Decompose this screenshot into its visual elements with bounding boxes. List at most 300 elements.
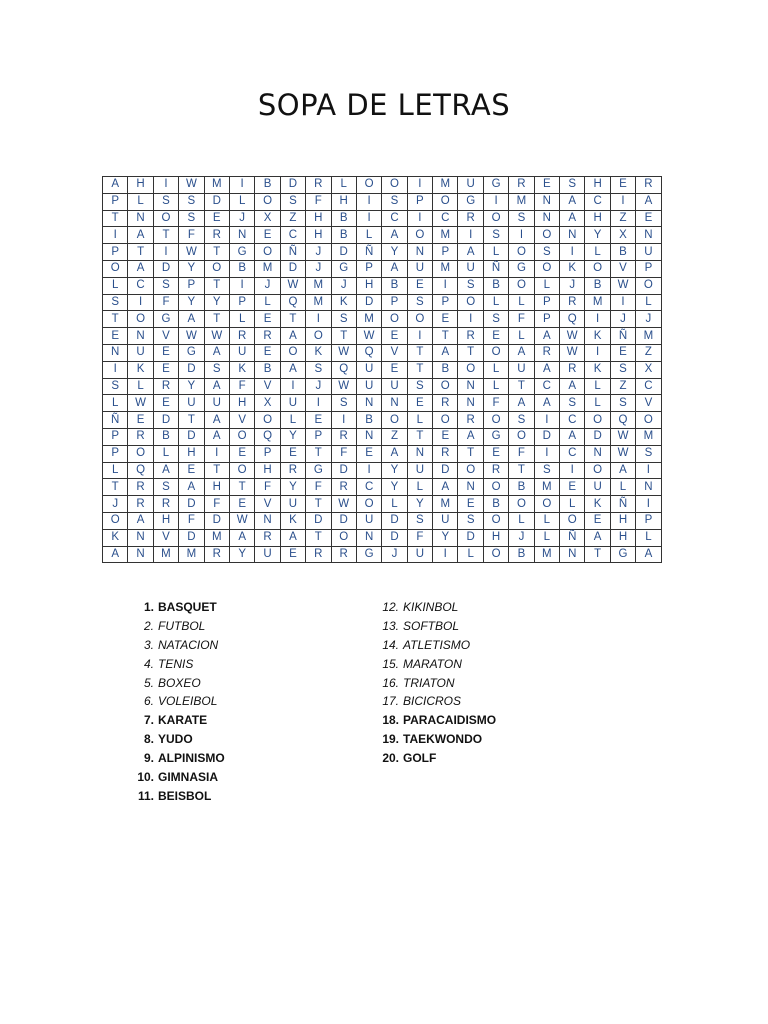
- grid-row: [103, 462, 662, 479]
- grid-cell: J: [103, 496, 128, 513]
- grid-cell: O: [509, 277, 534, 294]
- grid-cell: O: [229, 428, 254, 445]
- grid-cell: W: [560, 344, 585, 361]
- grid-cell: L: [585, 244, 610, 261]
- grid-row: [103, 428, 662, 445]
- grid-cell: U: [407, 462, 432, 479]
- grid-cell: K: [280, 512, 305, 529]
- grid-row: [103, 210, 662, 227]
- grid-cell: N: [534, 193, 559, 210]
- grid-cell: D: [153, 412, 178, 429]
- grid-row: [103, 311, 662, 328]
- word-text: BOXEO: [158, 675, 201, 690]
- grid-cell: S: [534, 244, 559, 261]
- grid-cell: P: [229, 294, 254, 311]
- word-text: GOLF: [403, 751, 437, 766]
- grid-cell: S: [179, 193, 204, 210]
- grid-cell: R: [153, 378, 178, 395]
- grid-cell: I: [458, 311, 483, 328]
- grid-cell: H: [585, 177, 610, 194]
- grid-cell: H: [331, 193, 356, 210]
- grid-cell: O: [534, 260, 559, 277]
- grid-cell: U: [407, 546, 432, 563]
- grid-cell: O: [433, 193, 458, 210]
- grid-cell: S: [610, 361, 635, 378]
- grid-cell: O: [255, 244, 280, 261]
- grid-cell: L: [534, 512, 559, 529]
- grid-cell: U: [407, 260, 432, 277]
- grid-row: [103, 378, 662, 395]
- grid-row: [103, 496, 662, 513]
- word-number: 16.: [382, 675, 399, 690]
- grid-cell: U: [204, 395, 229, 412]
- grid-cell: T: [229, 479, 254, 496]
- grid-cell: O: [255, 193, 280, 210]
- grid-row: [103, 512, 662, 529]
- grid-cell: E: [610, 177, 635, 194]
- grid-cell: F: [331, 445, 356, 462]
- grid-cell: D: [331, 512, 356, 529]
- grid-cell: Y: [179, 294, 204, 311]
- grid-cell: R: [560, 361, 585, 378]
- grid-cell: Z: [610, 378, 635, 395]
- grid-cell: S: [103, 378, 128, 395]
- word-number: 14.: [382, 637, 399, 652]
- grid-cell: A: [382, 227, 407, 244]
- grid-cell: R: [560, 294, 585, 311]
- grid-cell: B: [382, 277, 407, 294]
- grid-cell: A: [560, 193, 585, 210]
- grid-cell: H: [356, 277, 381, 294]
- grid-cell: Ñ: [610, 328, 635, 345]
- grid-cell: O: [483, 512, 508, 529]
- word-number: 3.: [143, 637, 154, 652]
- grid-cell: J: [636, 311, 661, 328]
- grid-cell: B: [153, 428, 178, 445]
- grid-cell: Z: [636, 344, 661, 361]
- grid-cell: R: [128, 479, 153, 496]
- grid-cell: I: [153, 244, 178, 261]
- grid-cell: L: [280, 412, 305, 429]
- grid-cell: N: [356, 529, 381, 546]
- grid-cell: W: [331, 344, 356, 361]
- grid-cell: O: [229, 462, 254, 479]
- grid-row: [103, 227, 662, 244]
- grid-row: [103, 546, 662, 563]
- grid-cell: D: [179, 361, 204, 378]
- grid-cell: Y: [179, 378, 204, 395]
- grid-cell: D: [534, 428, 559, 445]
- grid-cell: L: [534, 529, 559, 546]
- grid-cell: K: [128, 361, 153, 378]
- grid-cell: L: [356, 227, 381, 244]
- grid-cell: A: [433, 479, 458, 496]
- grid-cell: U: [458, 260, 483, 277]
- word-number: 15.: [382, 656, 399, 671]
- grid-cell: N: [229, 227, 254, 244]
- grid-cell: Q: [356, 344, 381, 361]
- grid-cell: E: [610, 344, 635, 361]
- grid-cell: U: [280, 496, 305, 513]
- grid-cell: A: [509, 395, 534, 412]
- grid-cell: T: [280, 311, 305, 328]
- grid-cell: B: [433, 361, 458, 378]
- word-number: 12.: [382, 600, 399, 614]
- grid-cell: P: [382, 294, 407, 311]
- word-list-item: [375, 711, 496, 730]
- grid-cell: D: [179, 428, 204, 445]
- grid-cell: O: [483, 210, 508, 227]
- grid-cell: L: [585, 378, 610, 395]
- grid-cell: C: [356, 479, 381, 496]
- grid-cell: O: [483, 344, 508, 361]
- grid-cell: E: [255, 344, 280, 361]
- grid-cell: F: [407, 529, 432, 546]
- grid-cell: L: [255, 294, 280, 311]
- grid-cell: G: [483, 428, 508, 445]
- grid-cell: R: [534, 344, 559, 361]
- grid-cell: P: [356, 260, 381, 277]
- grid-cell: I: [458, 227, 483, 244]
- word-list-item: [130, 749, 225, 768]
- grid-cell: Q: [331, 361, 356, 378]
- grid-cell: X: [255, 395, 280, 412]
- grid-cell: A: [534, 361, 559, 378]
- grid-cell: U: [128, 344, 153, 361]
- grid-cell: F: [179, 227, 204, 244]
- grid-cell: C: [636, 378, 661, 395]
- grid-cell: D: [382, 512, 407, 529]
- grid-cell: E: [204, 210, 229, 227]
- grid-cell: D: [433, 462, 458, 479]
- word-list-item: [130, 636, 225, 655]
- grid-cell: N: [636, 479, 661, 496]
- grid-row: [103, 244, 662, 261]
- grid-cell: H: [610, 512, 635, 529]
- grid-cell: T: [103, 311, 128, 328]
- grid-cell: Z: [280, 210, 305, 227]
- word-search-grid: [102, 176, 662, 563]
- grid-cell: A: [204, 344, 229, 361]
- grid-cell: S: [407, 294, 432, 311]
- grid-cell: L: [153, 445, 178, 462]
- word-list-right: [375, 598, 496, 768]
- grid-cell: J: [306, 260, 331, 277]
- grid-cell: O: [483, 546, 508, 563]
- grid-cell: R: [153, 496, 178, 513]
- grid-cell: Ñ: [483, 260, 508, 277]
- grid-cell: I: [103, 361, 128, 378]
- grid-cell: E: [483, 445, 508, 462]
- grid-cell: O: [103, 512, 128, 529]
- word-text: GIMNASIA: [158, 770, 218, 785]
- grid-cell: T: [179, 412, 204, 429]
- word-number: 11.: [137, 788, 154, 803]
- grid-cell: M: [433, 227, 458, 244]
- grid-cell: K: [560, 260, 585, 277]
- grid-cell: A: [229, 529, 254, 546]
- grid-cell: L: [636, 529, 661, 546]
- grid-cell: S: [458, 512, 483, 529]
- word-text: TAEKWONDO: [403, 732, 483, 747]
- grid-cell: K: [331, 294, 356, 311]
- grid-cell: O: [636, 412, 661, 429]
- grid-cell: N: [458, 378, 483, 395]
- grid-cell: E: [407, 277, 432, 294]
- grid-cell: L: [534, 277, 559, 294]
- grid-cell: V: [153, 529, 178, 546]
- grid-cell: I: [153, 177, 178, 194]
- grid-cell: J: [306, 378, 331, 395]
- grid-cell: O: [433, 378, 458, 395]
- grid-cell: B: [229, 260, 254, 277]
- grid-cell: E: [407, 395, 432, 412]
- grid-cell: O: [509, 244, 534, 261]
- grid-cell: U: [179, 395, 204, 412]
- grid-cell: S: [407, 378, 432, 395]
- grid-cell: F: [255, 479, 280, 496]
- grid-cell: G: [179, 344, 204, 361]
- grid-cell: S: [636, 445, 661, 462]
- word-number: 20.: [382, 751, 399, 766]
- grid-cell: Y: [280, 428, 305, 445]
- grid-cell: A: [128, 512, 153, 529]
- grid-cell: Ñ: [610, 496, 635, 513]
- word-list-item: [130, 787, 225, 806]
- grid-cell: I: [433, 277, 458, 294]
- grid-cell: E: [229, 445, 254, 462]
- grid-cell: T: [204, 462, 229, 479]
- grid-cell: P: [534, 311, 559, 328]
- grid-cell: N: [585, 445, 610, 462]
- grid-cell: I: [356, 462, 381, 479]
- grid-cell: V: [610, 260, 635, 277]
- grid-cell: D: [179, 529, 204, 546]
- grid-cell: R: [229, 328, 254, 345]
- grid-cell: L: [229, 311, 254, 328]
- grid-cell: B: [483, 277, 508, 294]
- grid-cell: D: [306, 512, 331, 529]
- grid-cell: E: [382, 361, 407, 378]
- grid-cell: D: [382, 529, 407, 546]
- grid-cell: L: [103, 462, 128, 479]
- grid-cell: P: [433, 244, 458, 261]
- word-text: SOFTBOL: [403, 618, 460, 633]
- grid-cell: N: [103, 344, 128, 361]
- grid-cell: D: [153, 260, 178, 277]
- grid-cell: T: [585, 546, 610, 563]
- grid-cell: I: [585, 311, 610, 328]
- grid-cell: J: [229, 210, 254, 227]
- grid-cell: G: [229, 244, 254, 261]
- word-number: 6.: [143, 694, 154, 709]
- grid-cell: O: [306, 328, 331, 345]
- grid-cell: A: [382, 260, 407, 277]
- grid-cell: S: [153, 479, 178, 496]
- grid-cell: I: [103, 227, 128, 244]
- grid-cell: T: [407, 344, 432, 361]
- grid-cell: N: [407, 244, 432, 261]
- grid-cell: T: [509, 462, 534, 479]
- grid-cell: M: [306, 277, 331, 294]
- grid-cell: F: [306, 479, 331, 496]
- grid-cell: C: [280, 227, 305, 244]
- grid-cell: A: [179, 479, 204, 496]
- word-text: BASQUET: [158, 600, 217, 614]
- grid-cell: Q: [280, 294, 305, 311]
- grid-cell: I: [509, 227, 534, 244]
- grid-cell: U: [356, 378, 381, 395]
- grid-cell: O: [407, 227, 432, 244]
- grid-cell: R: [204, 546, 229, 563]
- grid-cell: R: [636, 177, 661, 194]
- grid-cell: V: [636, 395, 661, 412]
- word-number: 19.: [382, 732, 399, 747]
- grid-cell: O: [560, 512, 585, 529]
- grid-cell: J: [382, 546, 407, 563]
- word-list-item: [130, 617, 225, 636]
- grid-cell: E: [483, 328, 508, 345]
- word-text: KARATE: [158, 713, 208, 728]
- grid-cell: I: [331, 412, 356, 429]
- grid-row: [103, 344, 662, 361]
- grid-cell: E: [229, 496, 254, 513]
- word-number: 7.: [143, 713, 154, 728]
- grid-cell: L: [331, 177, 356, 194]
- grid-cell: N: [356, 428, 381, 445]
- grid-cell: L: [509, 328, 534, 345]
- grid-cell: A: [103, 546, 128, 563]
- word-text: NATACION: [158, 637, 219, 652]
- grid-cell: A: [433, 344, 458, 361]
- grid-cell: H: [483, 529, 508, 546]
- word-number: 8.: [143, 732, 154, 747]
- grid-cell: N: [534, 210, 559, 227]
- grid-cell: R: [509, 177, 534, 194]
- grid-cell: Ñ: [356, 244, 381, 261]
- grid-cell: N: [128, 328, 153, 345]
- grid-cell: P: [103, 244, 128, 261]
- grid-cell: S: [509, 210, 534, 227]
- grid-cell: E: [153, 395, 178, 412]
- grid-cell: D: [331, 244, 356, 261]
- grid-cell: T: [407, 428, 432, 445]
- grid-cell: T: [153, 227, 178, 244]
- grid-cell: I: [204, 445, 229, 462]
- grid-cell: L: [407, 412, 432, 429]
- grid-cell: P: [306, 428, 331, 445]
- grid-cell: S: [103, 294, 128, 311]
- grid-cell: M: [204, 177, 229, 194]
- grid-cell: I: [229, 277, 254, 294]
- grid-cell: A: [560, 428, 585, 445]
- grid-cell: G: [458, 193, 483, 210]
- grid-cell: J: [610, 311, 635, 328]
- grid-cell: E: [458, 496, 483, 513]
- grid-cell: H: [585, 210, 610, 227]
- word-number: 18.: [382, 713, 399, 728]
- grid-cell: U: [636, 244, 661, 261]
- grid-cell: I: [636, 462, 661, 479]
- grid-cell: A: [204, 428, 229, 445]
- grid-cell: O: [356, 177, 381, 194]
- grid-cell: A: [610, 462, 635, 479]
- grid-cell: E: [255, 227, 280, 244]
- grid-cell: O: [585, 412, 610, 429]
- grid-cell: H: [229, 395, 254, 412]
- grid-cell: R: [458, 328, 483, 345]
- grid-cell: R: [483, 462, 508, 479]
- grid-cell: M: [356, 311, 381, 328]
- grid-cell: O: [458, 462, 483, 479]
- word-list-item: [130, 730, 225, 749]
- grid-cell: T: [103, 479, 128, 496]
- grid-cell: S: [204, 361, 229, 378]
- grid-row: [103, 177, 662, 194]
- grid-cell: M: [534, 479, 559, 496]
- grid-cell: R: [433, 395, 458, 412]
- grid-cell: R: [433, 445, 458, 462]
- grid-cell: I: [585, 344, 610, 361]
- grid-cell: P: [433, 294, 458, 311]
- grid-cell: C: [560, 412, 585, 429]
- grid-cell: E: [356, 445, 381, 462]
- grid-cell: D: [280, 177, 305, 194]
- word-number: 5.: [143, 675, 154, 690]
- grid-cell: N: [560, 227, 585, 244]
- grid-cell: Y: [280, 479, 305, 496]
- grid-cell: L: [229, 193, 254, 210]
- grid-cell: O: [509, 428, 534, 445]
- grid-cell: E: [280, 546, 305, 563]
- grid-cell: U: [280, 395, 305, 412]
- grid-row: [103, 294, 662, 311]
- grid-cell: P: [255, 445, 280, 462]
- grid-cell: V: [255, 378, 280, 395]
- grid-cell: K: [306, 344, 331, 361]
- word-number: 1.: [143, 600, 154, 614]
- word-number: 4.: [143, 656, 154, 671]
- grid-cell: M: [585, 294, 610, 311]
- grid-cell: A: [382, 445, 407, 462]
- grid-cell: O: [407, 311, 432, 328]
- grid-cell: M: [255, 260, 280, 277]
- grid-cell: B: [331, 210, 356, 227]
- grid-cell: D: [585, 428, 610, 445]
- grid-cell: R: [128, 428, 153, 445]
- grid-cell: O: [636, 277, 661, 294]
- grid-cell: Q: [610, 412, 635, 429]
- grid-cell: J: [306, 244, 331, 261]
- grid-cell: A: [179, 311, 204, 328]
- grid-cell: H: [255, 462, 280, 479]
- grid-cell: R: [204, 227, 229, 244]
- grid-cell: E: [433, 311, 458, 328]
- grid-cell: A: [128, 260, 153, 277]
- grid-cell: O: [585, 260, 610, 277]
- grid-cell: M: [433, 496, 458, 513]
- grid-cell: O: [204, 260, 229, 277]
- grid-cell: D: [179, 496, 204, 513]
- grid-cell: Y: [229, 546, 254, 563]
- grid-cell: D: [458, 529, 483, 546]
- word-list-item: [375, 674, 496, 693]
- grid-cell: U: [382, 378, 407, 395]
- grid-cell: R: [306, 546, 331, 563]
- grid-cell: M: [509, 193, 534, 210]
- grid-cell: L: [636, 294, 661, 311]
- word-text: PARACAIDISMO: [403, 713, 497, 728]
